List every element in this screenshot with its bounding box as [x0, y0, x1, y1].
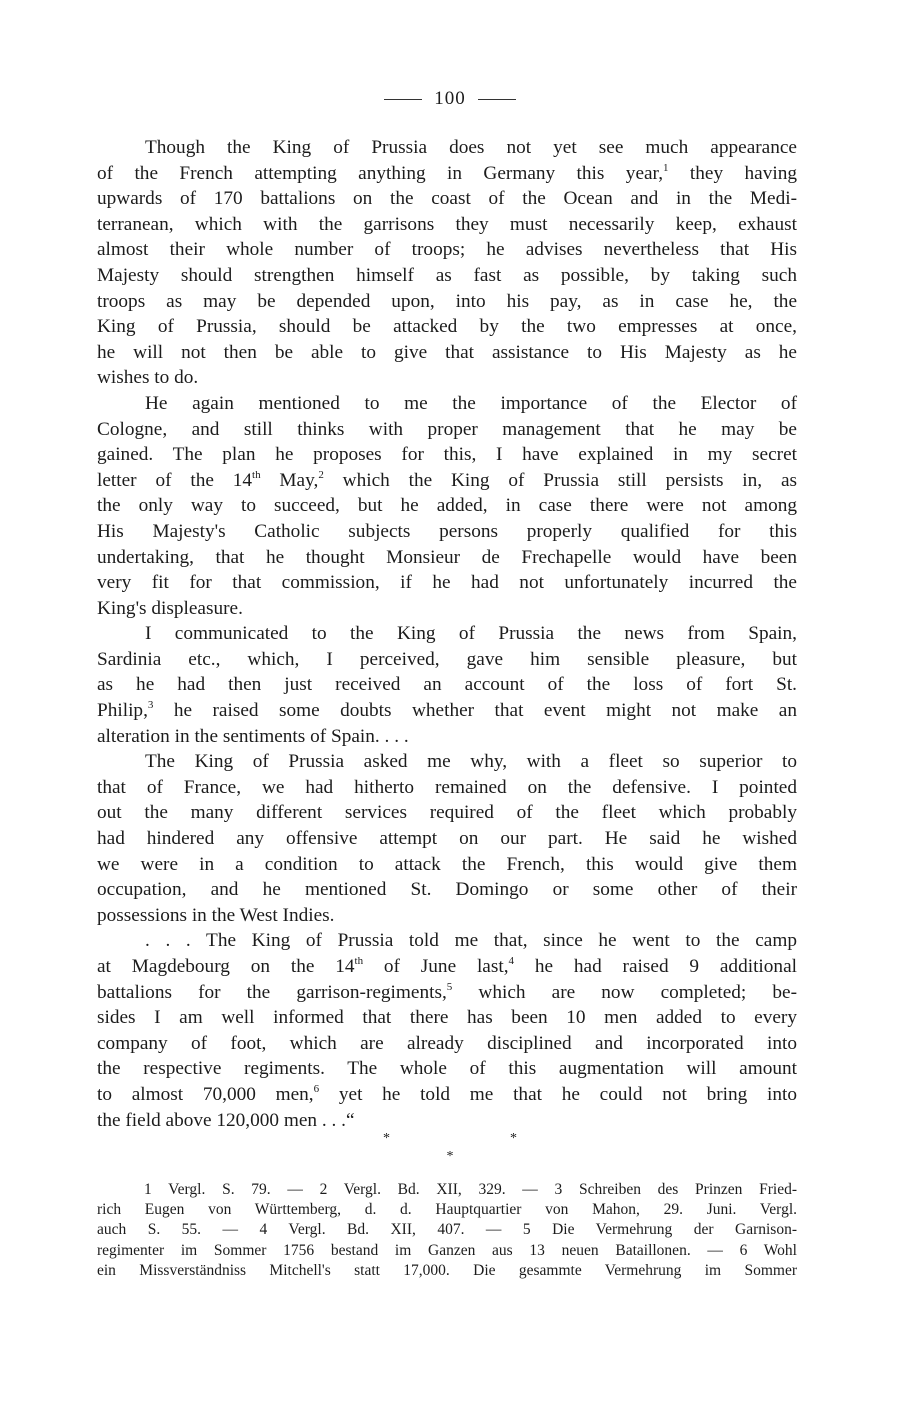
line-text: troops as may be depended upon, into his pay, as in case he, the	[97, 290, 797, 312]
line-text: sides I am well informed that there has been 10 men added to every	[97, 1007, 797, 1029]
line-text: very fit for that commission, if he had not unfortunately incurred the	[97, 572, 797, 594]
line-text: of June last,	[363, 956, 509, 977]
line-text: of the French attempting anything in Germany this year,	[97, 162, 664, 184]
line-text: Sardinia etc., which, I perceived, gave him sensible pleasure, but	[97, 648, 797, 670]
footnote-line: regimenter im Sommer 1756 bestand im Ganzen aus 13 neuen Bataillonen. — 6 Wohl	[97, 1241, 797, 1259]
line-text: he will not then be able to give that assistance to His Majesty as he	[97, 341, 797, 363]
text-line	[97, 980, 797, 1006]
text-line	[97, 800, 797, 826]
line-text: yet he told me that he could not bring into	[319, 1083, 797, 1105]
text-line	[97, 417, 797, 443]
text-line	[97, 442, 797, 468]
separator-star: *	[446, 1149, 454, 1164]
line-text: at Magdebourg on the 14	[97, 956, 355, 977]
page-header	[0, 88, 900, 110]
footnote-line: auch S. 55. — 4 Vergl. Bd. XII, 407. — 5 Die Vermehrung der Garnison-	[97, 1221, 797, 1239]
text-line	[97, 237, 797, 263]
line-text: company of foot, which are already disciplined and incorporated into	[97, 1032, 797, 1054]
paragraph	[97, 391, 797, 621]
text-line	[97, 263, 797, 289]
separator-star: *	[510, 1131, 517, 1146]
line-text: . . . The King of Prussia told me that, since he went to the camp	[145, 930, 797, 952]
line-text: wishes to do.	[97, 367, 199, 389]
footnote-marker: 1	[663, 161, 669, 174]
header-rule-left	[384, 99, 422, 100]
line-text: Though the King of Prussia does not yet see much appearance	[145, 137, 797, 158]
line-text: which the King of Prussia still persists in, as	[323, 469, 798, 491]
footnote-line: ein Missverständniss Mitchell's statt 17,000. Die gesammte Vermehrung im Sommer	[97, 1261, 797, 1279]
paragraph	[97, 621, 797, 749]
line-text: out the many different services required of the fleet which probably	[97, 802, 797, 824]
line-text: terranean, which with the garrisons they must necessarily keep, exhaust	[97, 213, 797, 235]
line-text: May,	[260, 469, 319, 491]
text-line	[97, 826, 797, 852]
text-line	[97, 698, 797, 724]
line-text: undertaking, that he thought Monsieur de Frechapelle would have been	[97, 546, 797, 568]
line-text: the only way to succeed, but he added, in case there were not among	[97, 495, 797, 517]
line-text: King of Prussia, should be attacked by the two empresses at once,	[97, 316, 797, 338]
footnote-marker: 2	[318, 468, 324, 481]
text-line	[97, 365, 797, 391]
paragraph	[97, 135, 797, 391]
text-line	[97, 724, 797, 750]
line-text: He again mentioned to me the importance of the Elector of	[145, 392, 797, 414]
line-text: Majesty should strengthen himself as fast as possible, by taking such	[97, 264, 797, 286]
line-text: as he had then just received an account of the loss of fort St.	[97, 674, 797, 696]
paragraph	[97, 749, 797, 928]
text-line	[97, 314, 797, 340]
footnote-line: 1 Vergl. S. 79. — 2 Vergl. Bd. XII, 329. — 3 Schreiben des Prinzen Fried-	[144, 1181, 797, 1198]
line-text: we were in a condition to attack the French, this would give them	[97, 853, 797, 875]
line-text: The King of Prussia asked me why, with a fleet so superior to	[145, 751, 797, 773]
line-text: he raised some doubts whether that event might not make an	[153, 700, 797, 722]
section-separator-top	[0, 1131, 900, 1147]
line-text: that of France, we had hitherto remained on the defensive. I pointed	[97, 776, 797, 798]
line-text: which are now completed; be-	[452, 981, 797, 1003]
line-text: almost their whole number of troops; he advises nevertheless that His	[97, 239, 797, 261]
text-line	[97, 1005, 797, 1031]
line-text: Cologne, and still thinks with proper management that he may be	[97, 418, 797, 440]
footnote-marker: 3	[147, 699, 154, 712]
separator-star: *	[383, 1131, 390, 1146]
footnote-marker: 4	[508, 955, 515, 967]
text-line	[97, 289, 797, 315]
text-line	[97, 749, 797, 775]
line-text: to almost 70,000 men,	[97, 1083, 314, 1105]
text-line	[97, 135, 797, 161]
text-line	[97, 340, 797, 366]
letter-body	[97, 135, 797, 1133]
page-number: 100	[434, 88, 466, 109]
text-line	[97, 1108, 797, 1134]
line-text: possessions in the West Indies.	[97, 904, 335, 926]
text-line	[97, 545, 797, 571]
footnote-marker: th	[252, 468, 261, 481]
footnote-marker: 6	[313, 1082, 320, 1095]
paragraph	[97, 928, 797, 1133]
line-text: King's displeasure.	[97, 597, 243, 619]
text-line	[97, 954, 797, 980]
text-line	[97, 1082, 797, 1108]
text-line	[97, 186, 797, 212]
header-rule-right	[478, 99, 516, 100]
text-line	[97, 672, 797, 698]
line-text: upwards of 170 battalions on the coast of the Ocean and in the Medi-	[97, 188, 797, 210]
text-line	[97, 161, 797, 187]
text-line	[97, 212, 797, 238]
line-text: had hindered any offensive attempt on our part. He said he wished	[97, 828, 797, 850]
text-line	[97, 1031, 797, 1057]
line-text: the respective regiments. The whole of this augmentation will amount	[97, 1058, 797, 1080]
text-line	[97, 391, 797, 417]
text-line	[97, 877, 797, 903]
text-line	[97, 570, 797, 596]
text-line	[97, 852, 797, 878]
text-line	[97, 596, 797, 622]
line-text: the field above 120,000 men . . .“	[97, 1109, 355, 1131]
line-text: Philip,	[97, 700, 148, 722]
line-text: letter of the 14	[97, 469, 253, 491]
text-line	[97, 493, 797, 519]
section-separator-bottom	[0, 1149, 900, 1165]
footnote-marker: 5	[446, 980, 453, 993]
line-text: gained. The plan he proposes for this, I have explained in my secret	[97, 444, 797, 466]
text-line	[97, 621, 797, 647]
text-line	[97, 647, 797, 673]
text-line	[97, 775, 797, 801]
text-line	[97, 928, 797, 954]
line-text: alteration in the sentiments of Spain. . . .	[97, 725, 409, 747]
text-line	[97, 903, 797, 929]
line-text: battalions for the garrison-regiments,	[97, 981, 447, 1003]
footnote-line: rich Eugen von Württemberg, d. d. Hauptquartier von Mahon, 29. Juni. Vergl.	[97, 1201, 797, 1219]
text-line	[97, 468, 797, 494]
line-text: occupation, and he mentioned St. Domingo or some other of their	[97, 879, 797, 901]
line-text: he had raised 9 additional	[514, 956, 797, 977]
line-text: His Majesty's Catholic subjects persons properly qualified for this	[97, 520, 797, 542]
line-text: I communicated to the King of Prussia the news from Spain,	[145, 623, 797, 645]
text-line	[97, 1056, 797, 1082]
line-text: they having	[668, 162, 797, 184]
text-line	[97, 519, 797, 545]
footnote-marker: th	[354, 955, 364, 967]
footnotes	[97, 1180, 797, 1281]
